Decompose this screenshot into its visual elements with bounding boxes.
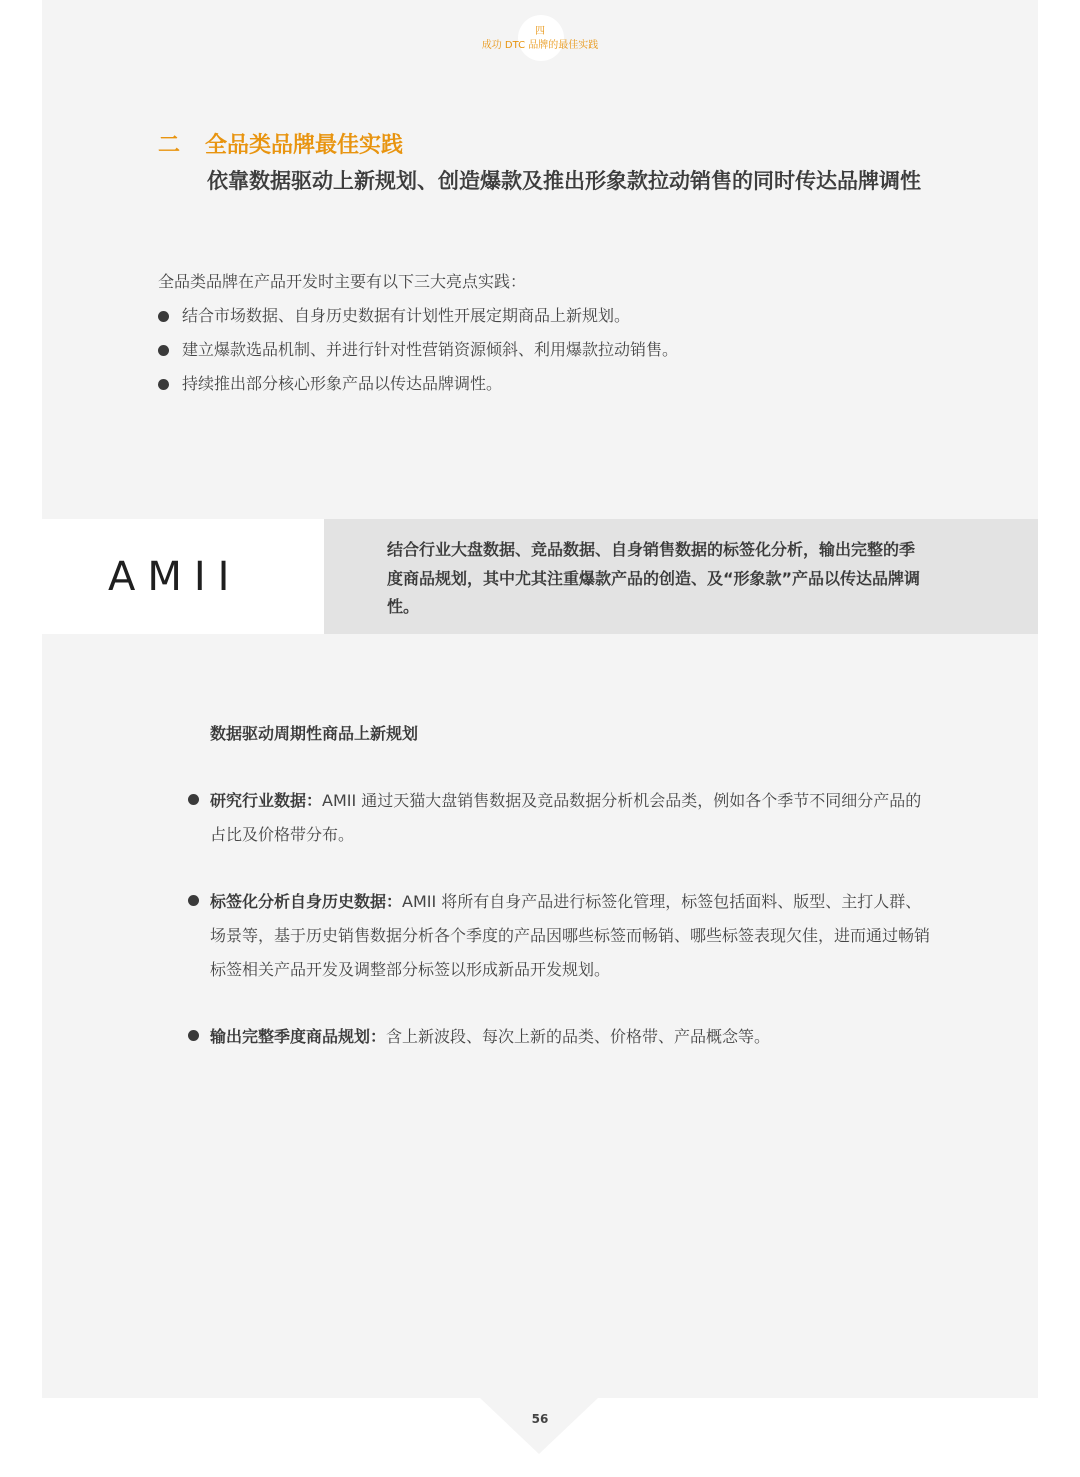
bullet-icon <box>188 1030 199 1041</box>
brand-logo: AMII <box>108 554 242 600</box>
bullet-icon <box>158 345 169 356</box>
section-subtitle: 依靠数据驱动上新规划、创造爆款及推出形象款拉动销售的同时传达品牌调性 <box>207 169 921 193</box>
detail-body <box>210 1020 931 1054</box>
bullet-icon <box>188 794 199 805</box>
chapter-badge <box>518 15 564 61</box>
list-item <box>156 371 678 405</box>
page-background <box>42 0 1038 1398</box>
detail-body <box>210 784 931 852</box>
list-item-text: 结合市场数据、自身历史数据有计划性开展定期商品上新规划。 <box>182 306 631 325</box>
detail-text: 含上新波段、每次上新的品类、价格带、产品概念等。 <box>386 1027 771 1046</box>
page-number: 56 <box>531 1412 549 1426</box>
case-summary: 结合行业大盘数据、竞品数据、自身销售数据的标签化分析，输出完整的季度商品规划，其中尤其注重爆款产品的创造、及“形象款”产品以传达品牌调性。 <box>387 540 921 616</box>
detail-item <box>186 885 931 987</box>
list-item <box>156 337 678 371</box>
detail-item <box>186 784 931 852</box>
detail-body <box>210 885 931 987</box>
section-index: 二 <box>158 133 181 158</box>
detail-text: AMII 通过天猫大盘销售数据及竞品数据分析机会品类，例如各个季节不同细分产品的占比及价格带分布。 <box>210 791 922 844</box>
detail-text: AMII 将所有自身产品进行标签化管理，标签包括面料、版型、主打人群、场景等，基于历史销售数据分析各个季度的产品因哪些标签而畅销、哪些标签表现欠佳，进而通过畅销标签相关产品开发及调整部分标签以形成新品开发规划。 <box>210 892 931 979</box>
detail-label: 输出完整季度商品规划： <box>210 1027 387 1046</box>
detail-item <box>186 1020 931 1054</box>
list-item-text: 持续推出部分核心形象产品以传达品牌调性。 <box>182 374 503 393</box>
brand-logo-panel <box>42 519 324 634</box>
section-title: 全品类品牌最佳实践 <box>205 133 404 158</box>
list-item <box>156 303 678 337</box>
list-item-text: 建立爆款选品机制、并进行针对性营销资源倾斜、利用爆款拉动销售。 <box>182 340 679 359</box>
bullet-icon <box>188 895 199 906</box>
detail-label: 研究行业数据： <box>210 791 323 810</box>
detail-label: 标签化分析自身历史数据： <box>210 892 403 911</box>
chapter-number: 四 <box>535 26 545 37</box>
bullet-icon <box>158 311 169 322</box>
intro-lead: 全品类品牌在产品开发时主要有以下三大亮点实践： <box>158 272 527 291</box>
intro-list <box>156 303 678 405</box>
chapter-title: 成功 DTC 品牌的最佳实践 <box>481 40 599 51</box>
bullet-icon <box>158 379 169 390</box>
details-heading: 数据驱动周期性商品上新规划 <box>210 724 419 743</box>
case-summary-panel <box>324 519 1038 634</box>
